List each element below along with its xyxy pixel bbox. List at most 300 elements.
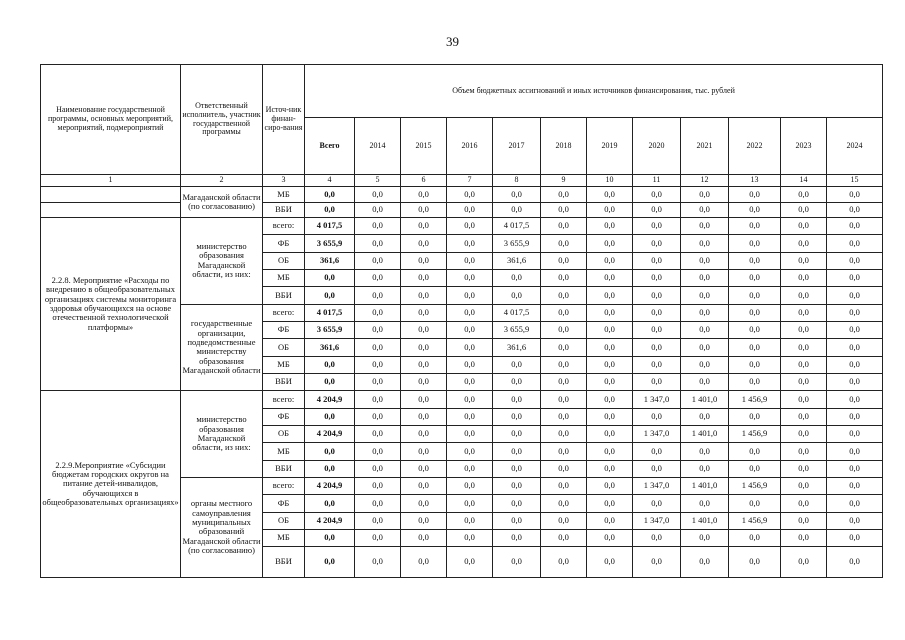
value-cell: 0,0 (633, 460, 681, 477)
value-cell: 0,0 (781, 252, 827, 269)
value-cell: 0,0 (729, 460, 781, 477)
value-cell: 0,0 (493, 373, 541, 390)
value-cell: 0,0 (827, 443, 883, 460)
value-cell: 0,0 (401, 356, 447, 373)
value-cell: 0,0 (681, 269, 729, 286)
value-cell: 0,0 (355, 547, 401, 578)
value-cell: 0,0 (729, 356, 781, 373)
value-cell: 0,0 (633, 187, 681, 202)
value-cell: 0,0 (729, 321, 781, 338)
value-cell: 0,0 (681, 495, 729, 512)
value-cell: 0,0 (681, 356, 729, 373)
value-cell: 0,0 (729, 339, 781, 356)
total-cell: 4 017,5 (305, 217, 355, 234)
source-cell: всего: (263, 304, 305, 321)
total-cell: 0,0 (305, 547, 355, 578)
value-cell: 0,0 (355, 269, 401, 286)
value-cell: 0,0 (355, 529, 401, 546)
value-cell: 0,0 (587, 408, 633, 425)
column-number: 13 (729, 175, 781, 187)
value-cell: 0,0 (633, 202, 681, 217)
value-cell: 0,0 (401, 373, 447, 390)
value-cell: 0,0 (827, 339, 883, 356)
value-cell: 0,0 (541, 460, 587, 477)
value-cell: 0,0 (493, 460, 541, 477)
value-cell: 0,0 (729, 443, 781, 460)
header-year: 2022 (729, 118, 781, 175)
column-number: 10 (587, 175, 633, 187)
value-cell: 0,0 (355, 391, 401, 408)
source-cell: всего: (263, 391, 305, 408)
value-cell: 0,0 (493, 495, 541, 512)
header-budget-title: Объем бюджетных ассигнований и иных источников финансирования, тыс. рублей (305, 65, 883, 118)
value-cell: 0,0 (587, 187, 633, 202)
value-cell: 0,0 (681, 187, 729, 202)
table-row (41, 202, 883, 217)
program-name: 2.2.9.Мероприятие «Субсидии бюджетам городских округов на питание детей-инвалидов, обучающихся в общеобразовательных организациях» (41, 391, 181, 578)
program-cell-empty (41, 187, 181, 202)
value-cell: 0,0 (781, 202, 827, 217)
value-cell: 0,0 (681, 202, 729, 217)
value-cell: 0,0 (355, 235, 401, 252)
header-name: Наименование государственной программы, основных мероприятий, мероприятий, подмероприятий (41, 65, 181, 175)
value-cell: 0,0 (447, 269, 493, 286)
value-cell: 0,0 (355, 460, 401, 477)
value-cell: 1 456,9 (729, 425, 781, 442)
value-cell: 0,0 (827, 287, 883, 304)
table-row (41, 217, 883, 234)
value-cell: 0,0 (493, 356, 541, 373)
value-cell: 3 655,9 (493, 321, 541, 338)
value-cell: 0,0 (781, 187, 827, 202)
value-cell: 0,0 (781, 547, 827, 578)
value-cell: 0,0 (541, 408, 587, 425)
value-cell: 0,0 (681, 252, 729, 269)
value-cell: 0,0 (827, 321, 883, 338)
value-cell: 0,0 (827, 477, 883, 494)
value-cell: 0,0 (447, 235, 493, 252)
value-cell: 0,0 (633, 443, 681, 460)
value-cell: 0,0 (729, 547, 781, 578)
source-cell: ОБ (263, 339, 305, 356)
value-cell: 0,0 (541, 321, 587, 338)
value-cell: 1 347,0 (633, 477, 681, 494)
value-cell: 0,0 (729, 187, 781, 202)
value-cell: 0,0 (633, 269, 681, 286)
value-cell: 0,0 (541, 202, 587, 217)
value-cell: 0,0 (355, 477, 401, 494)
value-cell: 0,0 (587, 373, 633, 390)
value-cell: 4 017,5 (493, 217, 541, 234)
value-cell: 0,0 (401, 339, 447, 356)
column-number: 4 (305, 175, 355, 187)
value-cell: 0,0 (355, 339, 401, 356)
value-cell: 0,0 (633, 339, 681, 356)
value-cell: 0,0 (633, 321, 681, 338)
value-cell: 0,0 (827, 356, 883, 373)
value-cell: 0,0 (493, 443, 541, 460)
value-cell: 3 655,9 (493, 235, 541, 252)
value-cell: 0,0 (781, 235, 827, 252)
value-cell: 0,0 (355, 287, 401, 304)
value-cell: 0,0 (355, 512, 401, 529)
source-cell: ФБ (263, 495, 305, 512)
value-cell: 0,0 (447, 512, 493, 529)
source-cell: МБ (263, 443, 305, 460)
column-number: 7 (447, 175, 493, 187)
value-cell: 0,0 (541, 391, 587, 408)
value-cell: 0,0 (587, 443, 633, 460)
total-cell: 0,0 (305, 443, 355, 460)
header-year: 2021 (681, 118, 729, 175)
value-cell: 0,0 (729, 287, 781, 304)
header-year: 2019 (587, 118, 633, 175)
total-cell: 0,0 (305, 529, 355, 546)
value-cell: 0,0 (729, 529, 781, 546)
source-cell: ФБ (263, 235, 305, 252)
value-cell: 0,0 (447, 495, 493, 512)
value-cell: 0,0 (541, 252, 587, 269)
value-cell: 361,6 (493, 252, 541, 269)
executor-cell: министерство образования Магаданской области, из них: (181, 217, 263, 304)
table-row (41, 391, 883, 408)
value-cell: 0,0 (401, 425, 447, 442)
program-name: 2.2.8. Мероприятие «Расходы по внедрению в общеобразовательных организациях системы мониторинга здоровья обучающихся на основе отечественной технологической платформы» (41, 217, 181, 390)
value-cell: 0,0 (587, 356, 633, 373)
source-cell: ВБИ (263, 460, 305, 477)
header-executor: Ответственный исполнитель, участник государственной программы (181, 65, 263, 175)
value-cell: 0,0 (355, 425, 401, 442)
value-cell: 0,0 (447, 287, 493, 304)
value-cell: 0,0 (447, 339, 493, 356)
value-cell: 0,0 (541, 495, 587, 512)
source-cell: ВБИ (263, 202, 305, 217)
source-cell: ОБ (263, 425, 305, 442)
value-cell: 0,0 (355, 321, 401, 338)
value-cell: 0,0 (681, 529, 729, 546)
value-cell: 0,0 (827, 373, 883, 390)
value-cell: 0,0 (729, 304, 781, 321)
value-cell: 0,0 (401, 443, 447, 460)
value-cell: 0,0 (781, 269, 827, 286)
total-cell: 0,0 (305, 495, 355, 512)
column-number: 14 (781, 175, 827, 187)
value-cell: 0,0 (827, 460, 883, 477)
value-cell: 0,0 (781, 495, 827, 512)
value-cell: 0,0 (401, 529, 447, 546)
value-cell: 0,0 (781, 529, 827, 546)
executor-cell: Магаданской области (по согласованию) (181, 187, 263, 218)
value-cell: 0,0 (633, 287, 681, 304)
value-cell: 0,0 (633, 356, 681, 373)
value-cell: 0,0 (827, 529, 883, 546)
value-cell: 0,0 (827, 187, 883, 202)
value-cell: 0,0 (681, 408, 729, 425)
value-cell: 0,0 (401, 235, 447, 252)
value-cell: 0,0 (587, 235, 633, 252)
value-cell: 0,0 (493, 512, 541, 529)
value-cell: 0,0 (587, 460, 633, 477)
value-cell: 0,0 (587, 202, 633, 217)
value-cell: 0,0 (355, 443, 401, 460)
value-cell: 0,0 (781, 321, 827, 338)
source-cell: ОБ (263, 512, 305, 529)
value-cell: 0,0 (633, 235, 681, 252)
value-cell: 1 347,0 (633, 391, 681, 408)
value-cell: 1 456,9 (729, 512, 781, 529)
value-cell: 0,0 (355, 217, 401, 234)
column-number: 3 (263, 175, 305, 187)
value-cell: 0,0 (401, 477, 447, 494)
table-row (41, 187, 883, 202)
value-cell: 0,0 (781, 304, 827, 321)
value-cell: 0,0 (781, 287, 827, 304)
value-cell: 0,0 (587, 477, 633, 494)
value-cell: 0,0 (827, 304, 883, 321)
value-cell: 0,0 (355, 187, 401, 202)
total-cell: 0,0 (305, 187, 355, 202)
value-cell: 0,0 (493, 477, 541, 494)
value-cell: 0,0 (355, 373, 401, 390)
value-cell: 0,0 (493, 529, 541, 546)
value-cell: 0,0 (729, 235, 781, 252)
total-cell: 0,0 (305, 269, 355, 286)
value-cell: 0,0 (781, 391, 827, 408)
value-cell: 0,0 (541, 512, 587, 529)
total-cell: 0,0 (305, 408, 355, 425)
budget-table (40, 64, 883, 578)
value-cell: 0,0 (781, 425, 827, 442)
value-cell: 0,0 (681, 217, 729, 234)
value-cell: 4 017,5 (493, 304, 541, 321)
value-cell: 0,0 (633, 408, 681, 425)
value-cell: 0,0 (401, 187, 447, 202)
value-cell: 0,0 (587, 425, 633, 442)
value-cell: 0,0 (401, 408, 447, 425)
value-cell: 0,0 (827, 495, 883, 512)
column-number: 15 (827, 175, 883, 187)
value-cell: 0,0 (401, 460, 447, 477)
value-cell: 0,0 (681, 373, 729, 390)
value-cell: 0,0 (587, 512, 633, 529)
source-cell: МБ (263, 269, 305, 286)
value-cell: 1 456,9 (729, 391, 781, 408)
value-cell: 0,0 (541, 373, 587, 390)
header-year: 2023 (781, 118, 827, 175)
value-cell: 0,0 (729, 269, 781, 286)
value-cell: 0,0 (681, 547, 729, 578)
total-cell: 4 204,9 (305, 391, 355, 408)
value-cell: 1 347,0 (633, 425, 681, 442)
column-number: 5 (355, 175, 401, 187)
value-cell: 0,0 (729, 217, 781, 234)
value-cell: 0,0 (541, 187, 587, 202)
executor-cell: министерство образования Магаданской области, из них: (181, 391, 263, 478)
value-cell: 0,0 (587, 304, 633, 321)
value-cell: 0,0 (447, 217, 493, 234)
column-number: 9 (541, 175, 587, 187)
header-year: 2016 (447, 118, 493, 175)
value-cell: 0,0 (401, 495, 447, 512)
value-cell: 0,0 (447, 460, 493, 477)
value-cell: 0,0 (541, 269, 587, 286)
value-cell: 0,0 (681, 304, 729, 321)
total-cell: 3 655,9 (305, 235, 355, 252)
value-cell: 0,0 (541, 356, 587, 373)
value-cell: 0,0 (541, 547, 587, 578)
value-cell: 0,0 (493, 425, 541, 442)
column-number: 6 (401, 175, 447, 187)
value-cell: 0,0 (633, 495, 681, 512)
total-cell: 0,0 (305, 356, 355, 373)
value-cell: 0,0 (781, 339, 827, 356)
total-cell: 4 204,9 (305, 425, 355, 442)
value-cell: 1 347,0 (633, 512, 681, 529)
value-cell: 0,0 (587, 217, 633, 234)
header-source: Источ-ник финан-сиро-вания (263, 65, 305, 175)
total-cell: 0,0 (305, 373, 355, 390)
value-cell: 0,0 (633, 304, 681, 321)
value-cell: 0,0 (587, 529, 633, 546)
value-cell: 0,0 (541, 235, 587, 252)
value-cell: 0,0 (447, 321, 493, 338)
source-cell: ВБИ (263, 287, 305, 304)
source-cell: ОБ (263, 252, 305, 269)
value-cell: 0,0 (729, 252, 781, 269)
value-cell: 0,0 (401, 391, 447, 408)
value-cell: 0,0 (781, 460, 827, 477)
value-cell: 0,0 (587, 252, 633, 269)
source-cell: всего: (263, 217, 305, 234)
value-cell: 0,0 (447, 443, 493, 460)
value-cell: 1 401,0 (681, 512, 729, 529)
value-cell: 0,0 (729, 495, 781, 512)
value-cell: 0,0 (827, 235, 883, 252)
value-cell: 0,0 (587, 339, 633, 356)
program-cell-empty (41, 202, 181, 217)
total-cell: 3 655,9 (305, 321, 355, 338)
value-cell: 0,0 (447, 529, 493, 546)
value-cell: 0,0 (447, 252, 493, 269)
value-cell: 0,0 (781, 512, 827, 529)
value-cell: 0,0 (781, 443, 827, 460)
value-cell: 0,0 (633, 529, 681, 546)
total-cell: 361,6 (305, 339, 355, 356)
value-cell: 0,0 (781, 373, 827, 390)
value-cell: 1 456,9 (729, 477, 781, 494)
value-cell: 0,0 (541, 425, 587, 442)
column-number: 1 (41, 175, 181, 187)
value-cell: 0,0 (447, 408, 493, 425)
value-cell: 0,0 (447, 477, 493, 494)
value-cell: 0,0 (355, 408, 401, 425)
column-number: 8 (493, 175, 541, 187)
value-cell: 0,0 (493, 202, 541, 217)
value-cell: 0,0 (587, 495, 633, 512)
total-cell: 0,0 (305, 460, 355, 477)
value-cell: 0,0 (587, 287, 633, 304)
value-cell: 0,0 (827, 217, 883, 234)
total-cell: 0,0 (305, 287, 355, 304)
executor-cell: органы местного самоуправления муниципальных образований Магаданской области (по согласованию) (181, 477, 263, 577)
value-cell: 0,0 (541, 287, 587, 304)
value-cell: 0,0 (633, 547, 681, 578)
value-cell: 0,0 (827, 202, 883, 217)
value-cell: 0,0 (729, 373, 781, 390)
value-cell: 0,0 (729, 202, 781, 217)
value-cell: 0,0 (681, 339, 729, 356)
value-cell: 0,0 (781, 217, 827, 234)
value-cell: 0,0 (781, 477, 827, 494)
source-cell: ВБИ (263, 547, 305, 578)
source-cell: МБ (263, 529, 305, 546)
value-cell: 0,0 (827, 252, 883, 269)
value-cell: 0,0 (493, 287, 541, 304)
value-cell: 0,0 (401, 252, 447, 269)
value-cell: 0,0 (633, 217, 681, 234)
value-cell: 0,0 (401, 217, 447, 234)
value-cell: 0,0 (401, 304, 447, 321)
value-cell: 0,0 (681, 443, 729, 460)
value-cell: 0,0 (355, 304, 401, 321)
value-cell: 0,0 (355, 356, 401, 373)
total-cell: 4 204,9 (305, 512, 355, 529)
value-cell: 0,0 (355, 252, 401, 269)
value-cell: 0,0 (541, 477, 587, 494)
value-cell: 0,0 (447, 304, 493, 321)
column-number: 12 (681, 175, 729, 187)
source-cell: ВБИ (263, 373, 305, 390)
value-cell: 0,0 (681, 321, 729, 338)
source-cell: МБ (263, 187, 305, 202)
value-cell: 0,0 (401, 269, 447, 286)
header-total: Всего (305, 118, 355, 175)
value-cell: 0,0 (401, 202, 447, 217)
source-cell: ФБ (263, 408, 305, 425)
value-cell: 0,0 (401, 512, 447, 529)
value-cell: 0,0 (541, 217, 587, 234)
value-cell: 0,0 (827, 425, 883, 442)
value-cell: 0,0 (493, 547, 541, 578)
header-year: 2017 (493, 118, 541, 175)
value-cell: 0,0 (587, 391, 633, 408)
value-cell: 0,0 (447, 391, 493, 408)
value-cell: 0,0 (633, 373, 681, 390)
total-cell: 4 204,9 (305, 477, 355, 494)
value-cell: 0,0 (493, 269, 541, 286)
value-cell: 1 401,0 (681, 477, 729, 494)
value-cell: 0,0 (493, 391, 541, 408)
total-cell: 361,6 (305, 252, 355, 269)
value-cell: 1 401,0 (681, 425, 729, 442)
header-year: 2018 (541, 118, 587, 175)
value-cell: 0,0 (447, 547, 493, 578)
value-cell: 0,0 (541, 304, 587, 321)
value-cell: 0,0 (681, 460, 729, 477)
value-cell: 0,0 (493, 408, 541, 425)
value-cell: 0,0 (355, 202, 401, 217)
value-cell: 0,0 (827, 512, 883, 529)
column-number: 11 (633, 175, 681, 187)
source-cell: всего: (263, 477, 305, 494)
value-cell: 0,0 (587, 321, 633, 338)
value-cell: 0,0 (447, 202, 493, 217)
value-cell: 0,0 (587, 547, 633, 578)
value-cell: 0,0 (447, 425, 493, 442)
total-cell: 0,0 (305, 202, 355, 217)
total-cell: 4 017,5 (305, 304, 355, 321)
value-cell: 0,0 (781, 408, 827, 425)
